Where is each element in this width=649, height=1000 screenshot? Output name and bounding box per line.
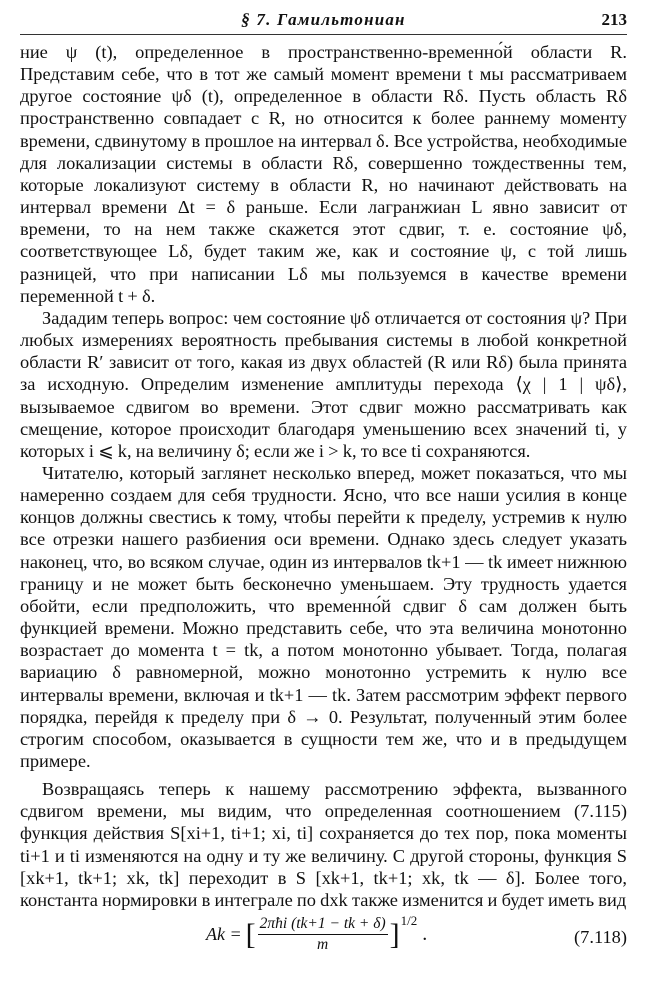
running-title: § 7. Гамильтониан [241, 10, 406, 29]
fraction-numerator: 2πħi (tk+1 − tk + δ) [258, 915, 388, 935]
paragraph-1: ние ψ (t), определенное в пространственно-временно́й области R. Представим себе, что в тот же самый момент времени t мы рассматриваем другое состояние ψδ (t), определенное в области Rδ. Пусть область Rδ пространственно совпадает с R, но относится к более раннему моменту времени, сдвинутому в прошлое на интервал δ. Все устройства, необходимые для локализации системы в области Rδ, совершенно тождественны тем, которые локализуют систему в области R, но начинают действовать на интервал времени Δt = δ раньше. Если лагранжиан L явно зависит от времени, то на нем также скажется этот сдвиг, т. е. состояние ψδ, соответствующее Lδ, будет таким же, как и состояние ψ, с той лишь разницей, что при написании Lδ мы пользуемся в качестве времени переменной t + δ. [20, 42, 627, 306]
equation-period: . [422, 923, 428, 946]
body-text [20, 41, 627, 911]
page-header [20, 8, 627, 35]
open-bracket: [ [245, 917, 256, 951]
paragraph-3: Читателю, который заглянет несколько вперед, может показаться, что мы намеренно создаем для себя трудности. Ясно, что все наши усилия в конце концов должны свестись к тому, чтобы перейти к пределу, устремив к нулю все отрезки нашего разбиения оси времени. Однако здесь следует указать наконец, что, во всяком случае, один из интервалов tk+1 — tk имеет нижнюю границу и не может быть бесконечно уменьшаем. Эту трудность удается обойти, если предположить, что временно́й сдвиг δ сам должен быть функцией времени. Можно представить себе, что эта величина монотонно возрастает до момента t = tk, а потом монотонно убывает. Тогда, полагая вариацию δ равномерной, можно монотонно устремить к нулю все интервалы времени, включая и tk+1 — tk. Затем рассмотрим эффект первого порядка, перейдя к пределу при δ → 0. Результат, полученный этим более строгим способом, оказывается в сущности тем же, что и в предыдущем примере. [20, 462, 627, 771]
equation-block [20, 913, 627, 963]
equation-lhs: Ak = [206, 924, 242, 945]
fraction [258, 915, 388, 954]
paragraph-2: Зададим теперь вопрос: чем состояние ψδ отличается от состояния ψ? При любых измерениях вероятность пребывания системы в любой конкретной области R′ зависит от того, какая из двух областей (R или Rδ) была принята за исходную. Определим изменение амплитуды перехода ⟨χ | 1 | ψδ⟩, вызываемое сдвигом во времени. Этот сдвиг можно рассматривать как смещение, которое происходит благодаря уменьшению всех значений ti, у которых i ⩽ k, на величину δ; если же i > k, то все ti сохраняются. [20, 307, 627, 461]
equation-7-118 [206, 912, 428, 954]
equation-exponent: 1/2 [400, 912, 418, 928]
page-number: 213 [601, 10, 627, 29]
close-bracket: ] [389, 917, 400, 951]
paragraph-4: Возвращаясь теперь к нашему рассмотрению эффекта, вызванного сдвигом времени, мы видим, что определенная соотношением (7.115) функция действия S[xi+1, ti+1; xi, ti] сохраняется до тех пор, пока моменты ti+1 и ti изменяются на одну и ту же величину. С другой стороны, функция S [xk+1, tk+1; xk, tk] переходит в S [xk+1, tk+1; xk, tk — δ]. Более того, константа нормировки в интеграле по dxk также изменится и будет иметь вид [20, 779, 627, 910]
equation-number: (7.118) [574, 927, 627, 948]
fraction-denominator: m [317, 936, 329, 954]
